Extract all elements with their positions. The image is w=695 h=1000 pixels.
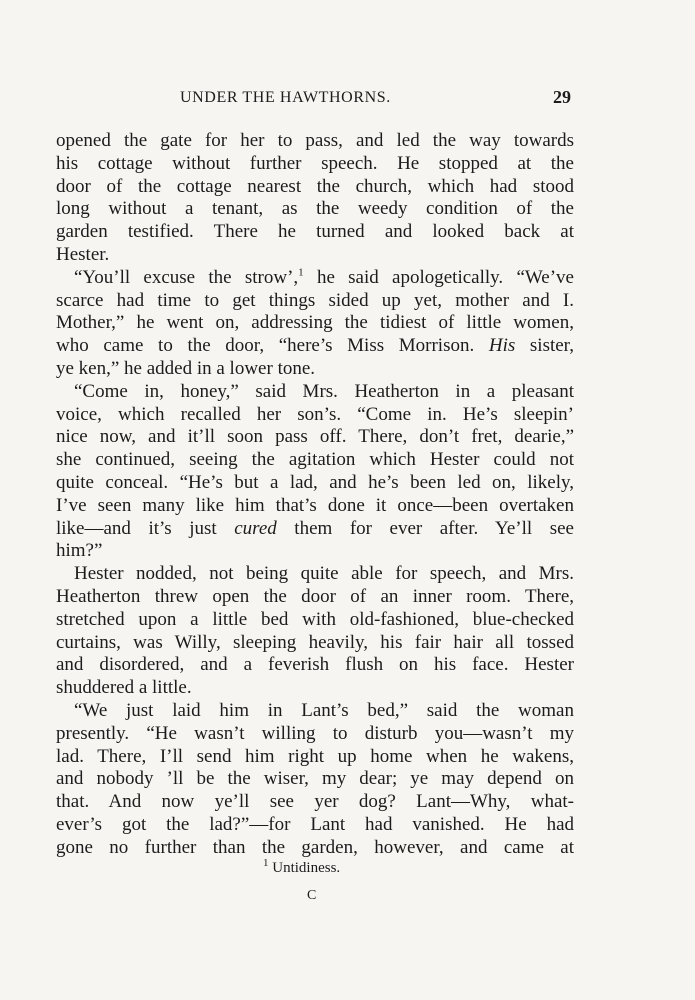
text-segment: who came to the door, “here’s Miss Morrison. xyxy=(56,335,475,357)
italic-text: His xyxy=(488,335,516,357)
text-line: lad. There, I’ll send him right up home when he wakens, xyxy=(56,745,574,767)
text-line: scarce had time to get things sided up yet, mother and I. xyxy=(56,289,574,311)
text-line: “We just laid him in Lant’s bed,” said the woman xyxy=(74,699,574,721)
footnote-reference: 1 xyxy=(298,266,304,279)
text-line: nice now, and it’ll soon pass off. There, don’t fret, dearie,” xyxy=(56,426,574,448)
text-line: Hester nodded, not being quite able for speech, and Mrs. xyxy=(74,563,574,585)
text-line: ye ken,” he added in a lower tone. xyxy=(56,357,316,379)
text-line: garden testified. There he turned and looked back at xyxy=(56,221,574,243)
text-segment: “You’ll excuse the strow’, xyxy=(74,266,299,288)
text-line xyxy=(56,518,574,541)
italic-text: cured xyxy=(234,517,277,539)
text-line: him?” xyxy=(56,540,103,562)
text-line: Mother,” he went on, addressing the tidiest of little women, xyxy=(56,312,574,334)
text-line: opened the gate for her to pass, and led the way towards xyxy=(56,130,574,151)
footnote-text: Untidiness. xyxy=(268,860,341,876)
text-segment: them for ever after. Ye’ll see xyxy=(276,517,574,539)
text-line: that. And now ye’ll see yer dog? Lant—Why, what- xyxy=(56,791,574,813)
text-line: door of the cottage nearest the church, which had stood xyxy=(56,175,574,197)
text-line: curtains, was Willy, sleeping heavily, his fair hair all tossed xyxy=(56,631,574,653)
running-head xyxy=(56,86,574,110)
text-line: “Come in, honey,” said Mrs. Heatherton in a pleasant xyxy=(74,380,574,402)
text-line: quite conceal. “He’s but a lad, and he’s been led on, likely, xyxy=(56,471,574,493)
text-line: ever’s got the lad?”—for Lant had vanished. He had xyxy=(56,813,574,835)
text-line: I’ve seen many like him that’s done it once—been overtaken xyxy=(56,494,574,516)
text-segment: sister, xyxy=(515,335,575,357)
signature-mark: C xyxy=(307,888,318,903)
running-title: UNDER THE HAWTHORNS. xyxy=(180,89,391,106)
body-text xyxy=(56,130,574,860)
footnote-marker: 1 xyxy=(263,857,269,869)
text-line: Heatherton threw open the door of an inner room. There, xyxy=(56,585,574,607)
text-line: his cottage without further speech. He stopped at the xyxy=(56,152,574,174)
text-line: shuddered a little. xyxy=(56,677,192,699)
text-line xyxy=(56,267,574,290)
page-number: 29 xyxy=(553,87,571,107)
text-segment: he said apologetically. “We’ve xyxy=(303,266,574,288)
text-line: Hester. xyxy=(56,243,110,265)
text-line: voice, which recalled her son’s. “Come in. He’s sleepin’ xyxy=(56,403,574,425)
text-line: long without a tenant, as the weedy condition of the xyxy=(56,198,574,220)
footnote xyxy=(263,857,341,877)
text-line: and nobody ’ll be the wiser, my dear; ye may depend on xyxy=(56,768,574,790)
text-segment: like—and it’s just xyxy=(56,517,217,539)
text-line: presently. “He wasn’t willing to disturb you—wasn’t my xyxy=(56,722,574,744)
text-line xyxy=(56,335,574,358)
text-line: and disordered, and a feverish flush on his face. Hester xyxy=(56,654,574,676)
text-line: she continued, seeing the agitation which Hester could not xyxy=(56,449,574,471)
text-line: stretched upon a little bed with old-fashioned, blue-checked xyxy=(56,608,574,630)
text-line: gone no further than the garden, however, and came at xyxy=(56,836,574,858)
